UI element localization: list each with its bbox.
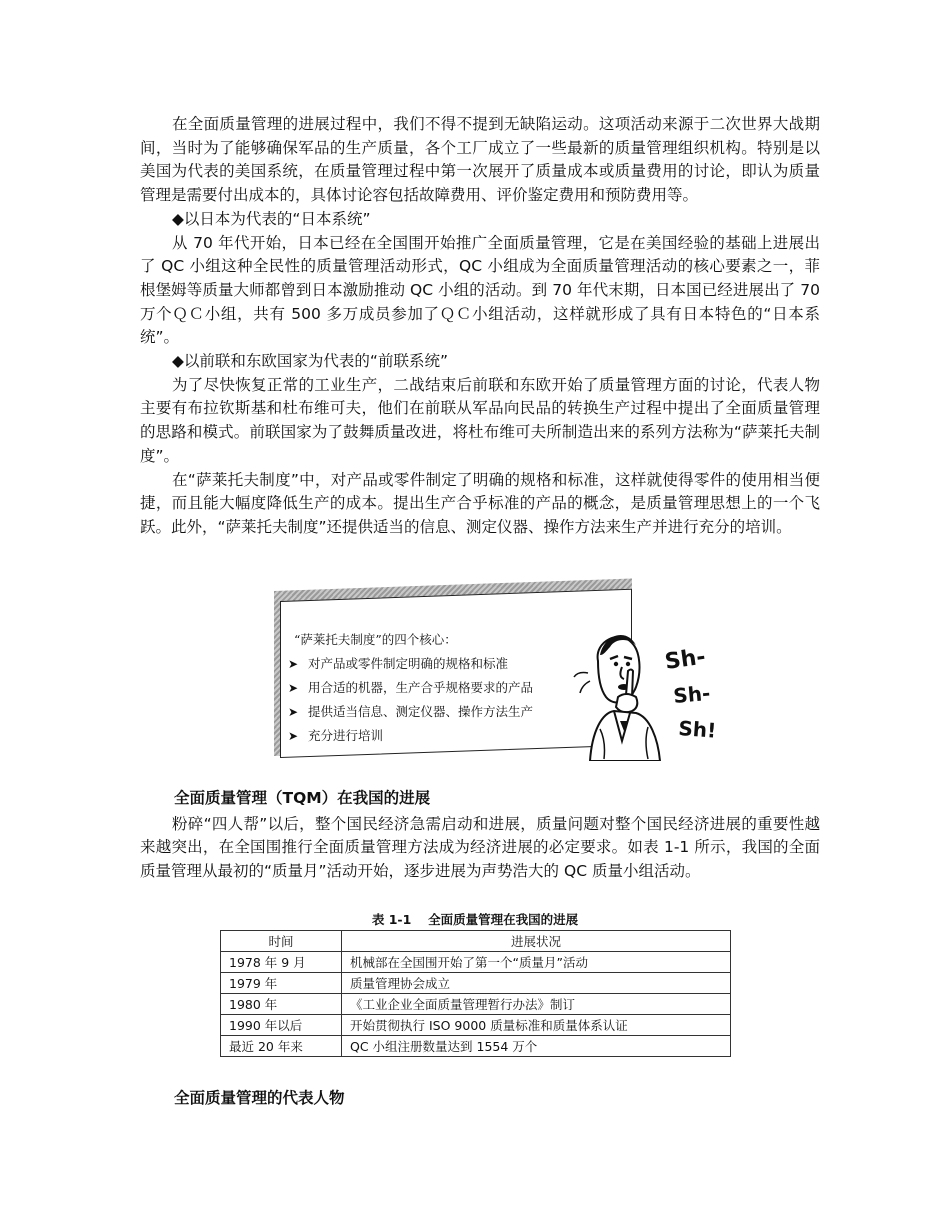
speech-1: Sh- [663, 644, 708, 675]
table-row [221, 1015, 731, 1036]
table-cell-time: 1979 年 [221, 973, 342, 994]
figure-item [288, 700, 533, 724]
body-text-top [140, 113, 820, 540]
section-heading-representatives: 全面质量管理的代表人物 [174, 1089, 345, 1107]
table-cell-time: 1990 年以后 [221, 1015, 342, 1036]
bullet-soviet-system: ◆以前联和东欧国家为代表的“前联系统” [172, 352, 448, 371]
speech-3: Sh! [677, 716, 717, 743]
figure-item-text: 充分进行培训 [308, 728, 384, 743]
table-cell-time: 1978 年 9 月 [221, 952, 342, 973]
arrow-icon: ➤ [288, 729, 299, 743]
paragraph-tqm-china: 粉碎“四人帮”以后，整个国民经济急需启动和进展，质量问题对整个国民经济进展的重要性越来越突出，在全国围推行全面质量管理方法成为经济进展的必定要求。如表 1-1 所示，我国的全面质量管理从最初的“质量月”活动开始，逐步进展为声势浩大的 QC 质量小组活动。 [140, 814, 820, 881]
shushing-man-cartoon-icon [570, 621, 720, 761]
table-cell-status: 开始贯彻执行 ISO 9000 质量标准和质量体系认证 [342, 1015, 731, 1036]
table-cell-status: 机械部在全国围开始了第一个“质量月”活动 [342, 952, 731, 973]
figure-item-text: 提供适当信息、测定仪器、操作方法生产 [308, 704, 534, 719]
table-cell-status: 《工业企业全面质量管理暂行办法》制订 [342, 994, 731, 1015]
paragraph-soviet: 为了尽快恢复正常的工业生产，二战结束后前联和东欧开始了质量管理方面的讨论，代表人物主要有布拉钦斯基和杜布维可夫，他们在前联从军品向民品的转换生产过程中提出了全面质量管理的思路和模式。前联国家为了鼓舞质量改进，将杜布维可夫所制造出来的系列方法称为“萨莱托夫制度”。 [140, 375, 820, 465]
arrow-icon: ➤ [288, 681, 299, 695]
section-heading-tqm-china: 全面质量管理（TQM）在我国的进展 [174, 789, 431, 807]
arrow-icon: ➤ [288, 705, 299, 719]
figure-item-text: 用合适的机器，生产合乎规格要求的产品 [308, 680, 534, 695]
table-cell-status: QC 小组注册数量达到 1554 万个 [342, 1036, 731, 1057]
paragraph-saratov: 在“萨莱托夫制度”中，对产品或零件制定了明确的规格和标准，这样就使得零件的使用相当便捷，而且能大幅度降低生产的成本。提出生产合乎标准的产品的概念，是质量管理思想上的一个飞跃。此外，“萨莱托夫制度”还提供适当的信息、测定仪器、操作方法来生产并进行充分的培训。 [140, 470, 820, 536]
bullet-japan-system: ◆以日本为代表的“日本系统” [172, 209, 371, 228]
paragraph-japan: 从 70 年代开始，日本已经在全国围开始推广全面质量管理，它是在美国经验的基础上进展出了 QC 小组这种全民性的质量管理活动形式，QC 小组成为全面质量管理活动的核心要素之一，菲根堡姆等质量大师都曾到日本激励推动 QC 小组的活动。到 70 年代末期，日本国已经进展出了 70 万个ＱＣ小组，共有 500 多万成员参加了ＱＣ小组活动，这样就形成了具有日本特色的“日本系统”。 [140, 233, 820, 347]
arrow-icon: ➤ [288, 657, 299, 671]
figure-item [288, 652, 533, 676]
table-row [221, 973, 731, 994]
table-row [221, 952, 731, 973]
table-row [221, 1036, 731, 1057]
speech-2: Sh- [672, 680, 712, 708]
tqm-progress-table [220, 930, 731, 1057]
table-cell-time: 最近 20 年来 [221, 1036, 342, 1057]
table-cell-status: 质量管理协会成立 [342, 973, 731, 994]
body-text-section1 [140, 787, 820, 884]
table-caption: 表 1-1 全面质量管理在我国的进展 [371, 912, 579, 927]
table-row [221, 994, 731, 1015]
figure-title: “萨莱托夫制度”的四个核心： [294, 632, 457, 647]
figure-item-text: 对产品或零件制定明确的规格和标准 [308, 656, 509, 671]
figure-item [288, 676, 533, 700]
saratov-figure [270, 583, 720, 763]
paragraph-zero-defect: 在全面质量管理的进展过程中，我们不得不提到无缺陷运动。这项活动来源于二次世界大战期间，当时为了能够确保军品的生产质量，各个工厂成立了一些最新的质量管理组织机构。特别是以美国为代表的美国系统，在质量管理过程中第一次展开了质量成本或质量费用的讨论，即认为质量管理是需要付出成本的，具体讨论容包括故障费用、评价鉴定费用和预防费用等。 [140, 115, 820, 205]
figure-item [288, 724, 533, 748]
table-cell-time: 1980 年 [221, 994, 342, 1015]
table-header-cell: 时间 [221, 931, 342, 952]
table-header-row [221, 931, 731, 952]
figure-text [288, 628, 533, 748]
table-header-cell: 进展状况 [342, 931, 731, 952]
